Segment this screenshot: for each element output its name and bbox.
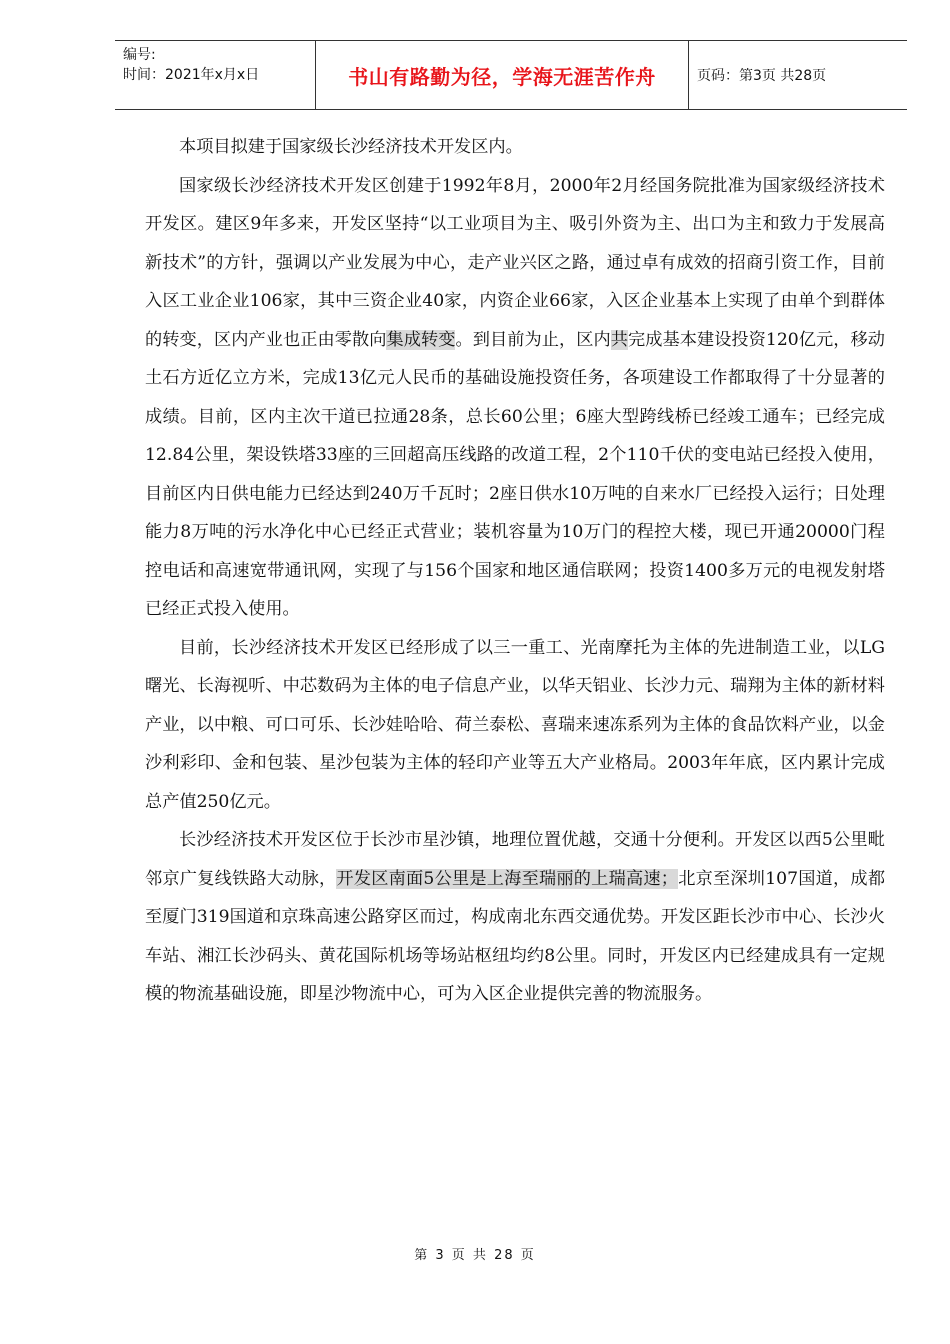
paragraph-text: 国家级长沙经济技术开发区创建于1992年8月，2000年2月经国务院批准为国家级经济技术开发区。建区9年多来，开发区坚持“以工业项目为主、吸引外资为主、出口为主和致力于发展高新技术”的方针，强调以产业发展为中心，走产业兴区之路，通过卓有成效的招商引资工作，目前入区工业企业106家，其中三资企业40家，内资企业66家，入区企业基本上实现了由单个到群体的转变，区内产业也正由零散向 [145,175,885,350]
page-header [115,40,907,110]
header-motto: 书山有路勤为径，学海无涯苦作舟 [348,64,656,89]
paragraph-text: 。到目前为止，区内 [455,329,611,350]
page-footer [0,1244,950,1263]
highlighted-text: 共 [610,329,628,350]
paragraph-4 [145,821,885,1014]
paragraph-3 [145,629,885,822]
footer-prefix: 第 [414,1248,430,1263]
paragraph-text: 长沙经济技术开发区位于长沙市星沙镇，地理位置优越，交通十分便利。开发区以西5公里毗邻京广复线铁路大动脉， [145,830,885,889]
paragraph-1 [145,128,885,167]
header-page-info-cell [689,41,907,109]
paragraph-text: 本项目拟建于国家级长沙经济技术开发区内。 [179,137,523,157]
footer-total-pages: 28 [494,1248,515,1263]
highlighted-text: 开发区南面5公里是上海至瑞丽的上瑞高速； [336,868,678,889]
paragraph-text: 北京至深圳107国道，成都至厦门319国道和京珠高速公路穿区而过，构成南北东西交通优势。开发区距长沙市中心、长沙火车站、湘江长沙码头、黄花国际机场等场站枢纽均约8公里。同时，开发区内已经建成具有一定规模的物流基础设施，即星沙物流中心，可为入区企业提供完善的物流服务。 [145,868,886,1004]
footer-middle: 页 共 [451,1248,488,1263]
footer-suffix: 页 [520,1248,536,1263]
header-page-info: 页码：第3页 共28页 [697,68,827,84]
paragraph-text: 目前，长沙经济技术开发区已经形成了以三一重工、光南摩托为主体的先进制造工业，以LG曙光、长海视听、中芯数码为主体的电子信息产业，以华天铝业、长沙力元、瑞翔为主体的新材料产业，以中粮、可口可乐、长沙娃哈哈、荷兰泰松、喜瑞来速冻系列为主体的食品饮料产业，以金沙利彩印、金和包装、星沙包装为主体的轻印产业等五大产业格局。2003年年底，区内累计完成总产值250亿元。 [145,637,885,812]
document-time-label: 时间：2021年x月x日 [123,67,260,83]
paragraph-text: 完成基本建设投资120亿元，移动土石方近亿立方米，完成13亿元人民币的基础设施投资任务，各项建设工作都取得了十分显著的成绩。目前，区内主次干道已拉通28条，总长60公里；6座大型跨线桥已经竣工通车；已经完成12.84公里，架设铁塔33座的三回超高压线路的改道工程，2个110千伏的变电站已经投入使用，目前区内日供电能力已经达到240万千瓦时；2座日供水10万吨的自来水厂已经投入运行；日处理能力8万吨的污水净化中心已经正式营业；装机容量为10万门的程控大楼，现已开通20000门程控电话和高速宽带通讯网，实现了与156个国家和地区通信联网；投资1400多万元的电视发射塔已经正式投入使用。 [145,329,885,619]
highlighted-text: 集成转变 [386,329,456,350]
header-meta [115,41,316,109]
document-number-label: 编号: [123,47,156,63]
document-body [145,128,885,1014]
footer-page-number: 3 [435,1248,446,1263]
header-motto-cell [316,41,689,109]
paragraph-2 [145,167,885,629]
